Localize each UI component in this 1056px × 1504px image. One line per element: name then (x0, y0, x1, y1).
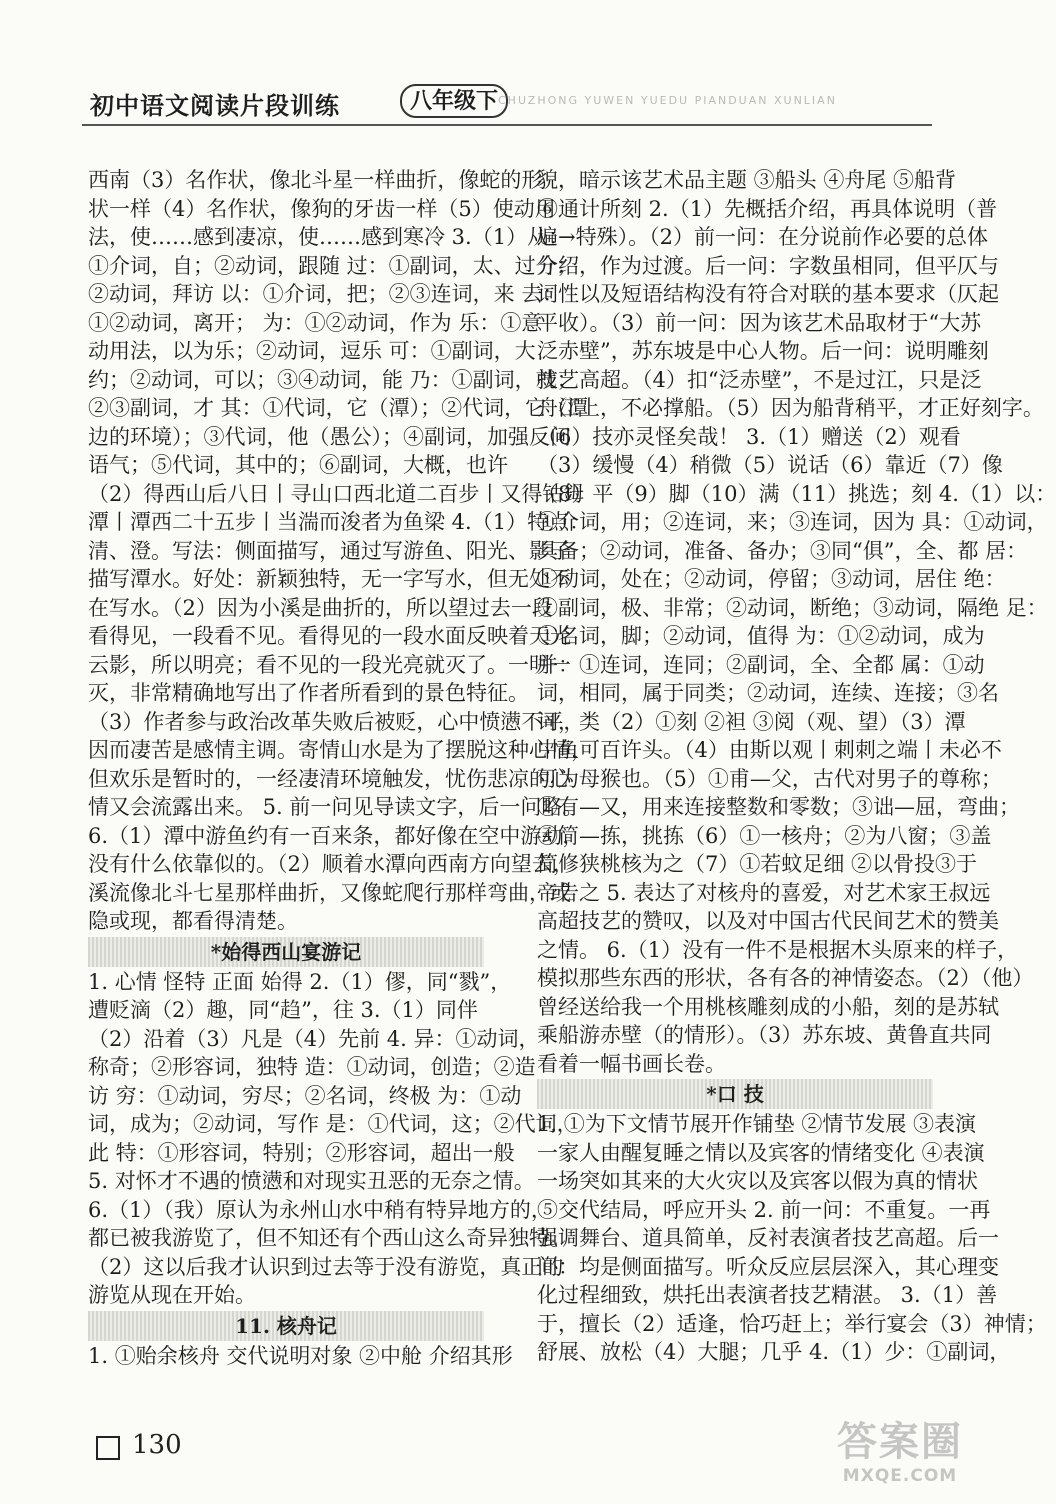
text-line: 词，类（2）①刻 ②袒 ③阅（观、望）（3）潭 (537, 709, 966, 734)
text-line: 词性以及短语结构没有符合对联的基本要求（仄起 (537, 282, 999, 306)
text-line: ②动词，拜访 以：①介词，把；②③连词，来 去： (88, 282, 564, 306)
text-line: 之情。 6.（1）没有一件不是根据木头原来的样子， (537, 937, 1019, 962)
watermark-url: MXQE.COM (842, 1466, 958, 1486)
text-line: 西南（3）名作状，像北斗星一样曲折，像蛇的形 (88, 168, 543, 192)
text-line: 泛赤壁”，苏东坡是中心人物。后一问：说明雕刻 (537, 339, 989, 363)
text-line: （3）缓慢（4）稍微（5）说话（6）靠近（7）像 (537, 453, 1003, 477)
text-line: 化过程细致，烘托出表演者技艺精湛。 3.（1）善 (537, 1283, 998, 1307)
text-line: 看着一幅书画长卷。 (537, 1051, 726, 1076)
text-line: 溪流像北斗七星那样曲折，又像蛇爬行那样弯曲，或 (88, 880, 571, 905)
text-line: 介绍，作为过渡。后一问：字数虽相同，但平仄与 (537, 253, 999, 278)
text-line: （8）平（9）脚（10）满（11）挑选；刻 4.（1）以： (537, 481, 1056, 506)
text-line: 于，擅长（2）适逢，恰巧赶上；举行宴会（3）神情； (537, 1311, 1047, 1336)
text-line: 乘船游赤壁（的情形）。（3）苏东坡、黄鲁直共同 (537, 1023, 992, 1047)
text-line: 看得见，一段看不见。看得见的一段水面反映着天光 (88, 624, 571, 648)
section-heading (537, 1079, 933, 1109)
text-line: 云影，所以明亮；看不见的一段光亮就灭了。一明一 (88, 652, 571, 677)
text-line: 在写水。（2）因为小溪是曲折的，所以望过去一段 (88, 595, 553, 620)
book-title: 初中语文阅读片段训练 (90, 91, 340, 120)
text-line: 约；②动词，可以；③④动词，能 乃：①副词，就； (88, 367, 578, 392)
text-line: 并：①连词，连同；②副词，全、全都 属：①动 (537, 652, 985, 677)
text-line: 描写潭水。好处：新颖独特，无一字写水，但无处不 (88, 567, 571, 591)
text-line: 法，使……感到凄凉，使……感到寒冷 3.（1）从： (88, 225, 570, 249)
text-line: 帝告之 5. 表达了对核舟的喜爱，对艺术家王叔远 (537, 880, 991, 905)
text-line: 都已被我游览了，但不知还有个西山这么奇异独特。 (88, 1226, 571, 1250)
text-line: ①介词，用；②连词，来；③连词，因为 具：①动词， (537, 510, 1048, 534)
text-line: 简修狭桃核为之（7）①若蚊足细 ②以骨投③于 (537, 852, 978, 876)
text-line: 1. ①为下文情节展开作铺垫 ②情节发展 ③表演 (537, 1112, 977, 1136)
text-line: 可为母猴也。（5）①甫—父，古代对男子的尊称； (537, 766, 1002, 791)
text-line: 5. 对怀才不遇的愤懑和对现实丑恶的无奈之情。 (88, 1169, 535, 1193)
text-line: 遭贬滴（2）趣，同“趋”，往 3.（1）同伴 (88, 998, 478, 1022)
text-line: 清、澄。写法：侧面描写，通过写游鱼、阳光、影子 (88, 538, 571, 563)
right-column (537, 166, 1056, 1367)
text-line: 但欢乐是暂时的，一经凄清环境触发，忧伤悲凉的心 (88, 766, 571, 791)
text-line: 平收）。（3）前一问：因为该艺术品取材于“大苏 (537, 310, 982, 335)
text-line: 隐或现，都看得清楚。 (88, 909, 298, 933)
text-line: 此 特：①形容词，特别；②形容词，超出一般 (88, 1140, 515, 1165)
text-line: 游览从现在开始。 (88, 1283, 256, 1307)
text-line: 曾经送给我一个用桃核雕刻成的小船，刻的是苏轼 (537, 994, 999, 1019)
text-line: 6.（1）潭中游鱼约有一百来条，都好像在空中游动， (88, 823, 584, 848)
grade-badge: 八年级下 (400, 84, 508, 118)
text-line: 一家人由醒复睡之情以及宾客的情绪变化 ④表演 (537, 1140, 985, 1165)
text-line: 模拟那些东西的形状，各有各的神情姿态。（2）（他） (537, 966, 1034, 990)
text-line: 称奇；②形容词，独特 造：①动词，创造；②造 (88, 1055, 536, 1079)
text-line: 灭，非常精确地写出了作者所看到的景色特征。 (88, 681, 529, 705)
text-line: 中鱼可百许头。（4）由斯以观丨刺刺之端丨未必不 (537, 738, 1002, 762)
page-number: 130 (132, 1430, 182, 1460)
text-line: （3）作者参与政治改革失败后被贬，心中愤懑不平， (88, 709, 585, 734)
watermark-logo (816, 1418, 984, 1498)
text-line: ⑤交代结局，呼应开头 2. 前一问：不重复。一再 (537, 1197, 991, 1222)
text-line: 具备；②动词，准备、备办；③同“俱”，全、都 居： (537, 538, 1028, 563)
text-line: ④简—拣，挑拣（6）①一核舟；②为八窗；③盖 (537, 823, 992, 848)
section-heading-text: *口 技 (706, 1082, 764, 1106)
text-line: 潭丨潭西二十五步丨当湍而浚者为鱼梁 4.（1）特点： (88, 510, 591, 534)
section-heading (88, 1311, 484, 1341)
section-heading-text: *始得西山宴游记 (210, 939, 362, 964)
text-line: 动用法，以为乐；②动词，逗乐 可：①副词，大 (88, 339, 536, 363)
section-heading (88, 937, 484, 967)
page-marker-box (96, 1436, 120, 1460)
text-line: 技艺高超。（4）扣“泛赤壁”，不是过江，只是泛 (537, 367, 982, 392)
text-line: 情又会流露出来。 5. 前一问见导读文字，后一问略。 (88, 795, 584, 819)
header-rule (82, 124, 932, 126)
text-line: 1. 心情 怪特 正面 始得 2.（1）僇，同“戮”， (88, 969, 512, 994)
text-line: ①介词，自；②动词，跟随 过：①副词，太、过分； (88, 253, 578, 278)
page-header (82, 86, 932, 122)
text-line: ①名词，脚；②动词，值得 为：①②动词，成为 (537, 624, 985, 648)
text-line: 舟江上，不必撑船。（5）因为船背稍平，才正好刻字。 (537, 396, 1044, 420)
text-line: ①动词，处在；②动词，停留；③动词，居住 绝： (537, 567, 1006, 591)
text-line: （2）得西山后八日丨寻山口西北道二百步丨又得钴鉧 (88, 481, 585, 506)
text-line: 词，成为；②动词，写作 是：①代词，这；②代词， (88, 1112, 578, 1136)
text-line: 高超技艺的赞叹，以及对中国古代民间艺术的赞美 (537, 909, 999, 933)
left-column (88, 166, 592, 1370)
text-line: 舒展、放松（4）大腿；几乎 4.（1）少：①副词， (537, 1340, 1011, 1364)
text-line: （2）这以后我才认识到过去等于没有游览，真正的 (88, 1254, 564, 1279)
text-line: ①②动词，离开； 为：①②动词，作为 乐：①意 (88, 310, 543, 335)
text-line: 貌，暗示该艺术品主题 ③船头 ④舟尾 ⑤船背 (537, 168, 957, 192)
text-line: 没有什么依靠似的。（2）顺着水潭向西南方向望去， (88, 852, 574, 876)
text-line: 语气；⑤代词，其中的；⑥副词，大概，也许 (88, 453, 508, 477)
text-line: 因而凄苦是感情主调。寄情山水是为了摆脱这种心情， (88, 738, 592, 762)
text-line: 强调舞台、道具简单，反衬表演者技艺高超。后一 (537, 1226, 999, 1250)
text-line: 访 穷：①动词，穷尽；②名词，终极 为：①动 (88, 1083, 522, 1108)
watermark-text: 答案圈 (837, 1419, 963, 1465)
text-line: 状一样（4）名作状，像狗的牙齿一样（5）使动用 (88, 196, 556, 221)
text-line: 词，相同，属于同类；②动词，连续、连接；③名 (537, 681, 999, 705)
text-line: 边的环境）；③代词，他（愚公）；④副词，加强反问 (88, 424, 571, 449)
text-line: 一场突如其来的大火灾以及宾客以假为真的情状 (537, 1169, 978, 1193)
text-line: ①副词，极、非常；②动词，断绝；③动词，隔绝 足： (537, 595, 1048, 620)
text-line: 遍→特殊）。（2）前一问：在分说前作必要的总体 (537, 225, 988, 249)
text-line: 6.（1）（我）原认为永州山水中稍有特异地方的， (88, 1197, 552, 1222)
text-line: ②③副词，才 其：①代词，它（潭）；②代词，它（潭 (88, 396, 589, 420)
text-line: （6）技亦灵怪矣哉！ 3.（1）赠送（2）观看 (537, 424, 961, 449)
book-title-pinyin: CHUZHONG YUWEN YUEDU PIANDUAN XUNLIAN (498, 94, 837, 107)
text-line: ②有—又，用来连接整数和零数；③诎—屈，弯曲； (537, 795, 1020, 819)
text-line: 问：均是侧面描写。听众反应层层深入，其心理变 (537, 1254, 999, 1279)
text-line: 1. ①贻余核舟 交代说明对象 ②中舱 介绍其形 (88, 1343, 513, 1368)
text-line: （2）沿着（3）凡是（4）先前 4. 异：①动词， (88, 1026, 540, 1051)
text-line: ⑥通计所刻 2.（1）先概括介绍，再具体说明（普 (537, 196, 998, 221)
section-heading-text: 11. 核舟记 (235, 1313, 337, 1338)
